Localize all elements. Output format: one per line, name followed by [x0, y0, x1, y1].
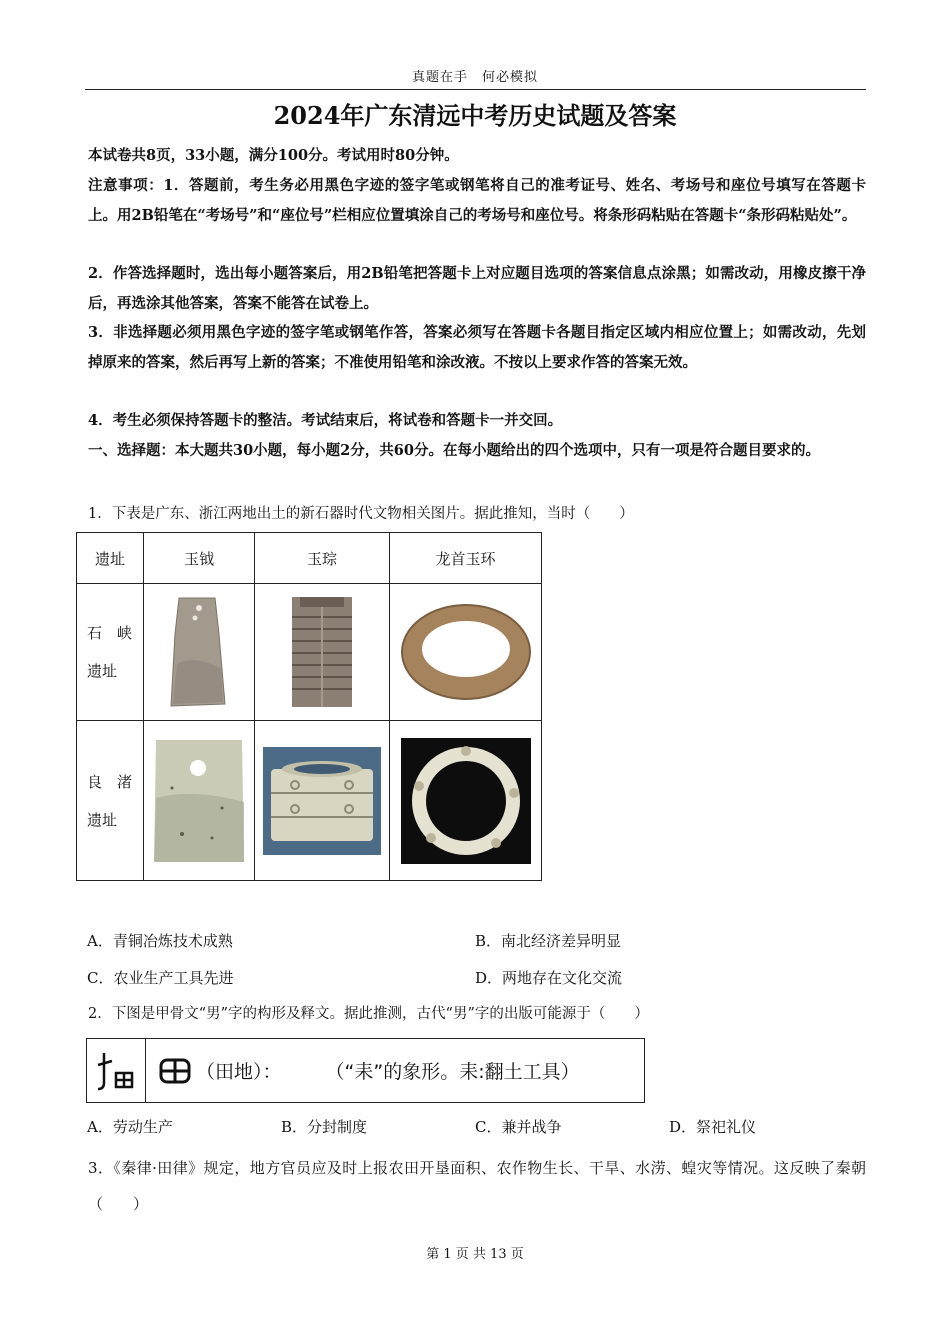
q1-option-a: A．青铜冶炼技术成熟	[87, 932, 233, 950]
col-header-cong: 玉琮	[255, 533, 390, 584]
q2-option-c: C．兼并战争	[475, 1118, 562, 1136]
question-2-stem: 2．下图是甲骨文“男”字的构形及释文。据此推测，古代“男”字的出版可能源于（ ）	[88, 1006, 649, 1022]
liangzhu-ring-cell	[390, 721, 542, 881]
page-footer: 第 1 页 共 13 页	[426, 1247, 524, 1262]
col-header-yue: 玉钺	[144, 533, 255, 584]
notice-2: 2．作答选择题时，选出每小题答案后，用2B铅笔把答题卡上对应题目选项的答案信息点涂黑；如需改动，用橡皮擦干净后，再选涂其他答案，答案不能答在试卷上。	[88, 265, 866, 312]
exam-title: 2024年广东清远中考历史试题及答案	[273, 101, 677, 130]
section-heading: 一、选择题：本大题共30小题，每小题2分，共60分。在每小题给出的四个选项中，只有一项是符合题目要求的。	[88, 442, 820, 459]
jade-axe-image	[165, 594, 233, 710]
q1-option-d: D．两地存在文化交流	[475, 969, 623, 987]
site-suffix: 遗址	[87, 662, 118, 680]
oracle-glyph-box	[86, 1038, 645, 1103]
jade-cong-image	[282, 595, 362, 709]
shixia-cong-cell	[255, 584, 390, 721]
jade-ring-image	[398, 601, 534, 703]
q2-option-d: D．祭祀礼仪	[669, 1118, 757, 1136]
oracle-tian-glyph-icon	[158, 1057, 192, 1085]
site-name: 良 渚	[87, 772, 133, 791]
oracle-glyph-cell	[87, 1039, 146, 1102]
shixia-ring-cell	[390, 584, 542, 721]
exam-intro: 本试卷共8页，33小题，满分100分。考试用时80分钟。	[88, 147, 459, 164]
question-1-stem: 1．下表是广东、浙江两地出土的新石器时代文物相关图片。据此推知，当时（ ）	[88, 506, 634, 522]
jade-ring-image	[401, 738, 531, 864]
liangzhu-cong-cell	[255, 721, 390, 881]
glyph-caption-field: （田地）：	[196, 1061, 282, 1083]
q2-option-a: A．劳动生产	[87, 1118, 173, 1136]
artifact-table	[76, 532, 542, 881]
notice-3: 3．非选择题必须用黑色字迹的签字笔或钢笔作答，答案必须写在答题卡各题目指定区域内相应位置上；如需改动，先划掉原来的答案，然后再写上新的答案；不准使用铅笔和涂改液。不按以上要求作答的答案无效。	[88, 324, 866, 371]
oracle-nan-glyph-icon	[94, 1049, 138, 1093]
glyph-explanation	[158, 1057, 580, 1085]
liangzhu-yue-cell	[144, 721, 255, 881]
site-suffix: 遗址	[87, 810, 118, 829]
jade-axe-image	[152, 738, 246, 864]
jade-cong-image	[263, 747, 381, 855]
col-header-site: 遗址	[77, 533, 144, 584]
notice-4: 4．考生必须保持答题卡的整洁。考试结束后，将试卷和答题卡一并交回。	[88, 412, 563, 429]
notice-1: 注意事项：1．答题前，考生务必用黑色字迹的签字笔或钢笔将自己的准考证号、姓名、考场号和座位号填写在答题卡上。用2B铅笔在“考场号”和“座位号”栏相应位置填涂自己的考场号和座位号。将条形码粘贴在答题卡“条形码粘贴处”。	[88, 177, 866, 224]
col-header-ring: 龙首玉环	[390, 533, 542, 584]
q1-option-b: B．南北经济差异明显	[475, 932, 622, 950]
question-3-stem: 3．《秦律·田律》规定，地方官员应及时上报农田开垦面积、农作物生长、干旱、水涝、蝗灾等情况。这反映了秦朝（ ）	[88, 1159, 866, 1213]
q1-option-c: C．农业生产工具先进	[87, 969, 234, 987]
row-header-shixia	[77, 584, 144, 721]
row-header-liangzhu	[77, 721, 144, 881]
page-header: 真题在手 何必模拟	[411, 70, 538, 85]
glyph-caption-plough: （“耒”的象形。耒:翻土工具）	[325, 1061, 580, 1083]
site-name: 石 峡	[87, 624, 133, 642]
q2-option-b: B．分封制度	[281, 1118, 368, 1136]
header-rule	[85, 89, 866, 90]
shixia-yue-cell	[144, 584, 255, 721]
